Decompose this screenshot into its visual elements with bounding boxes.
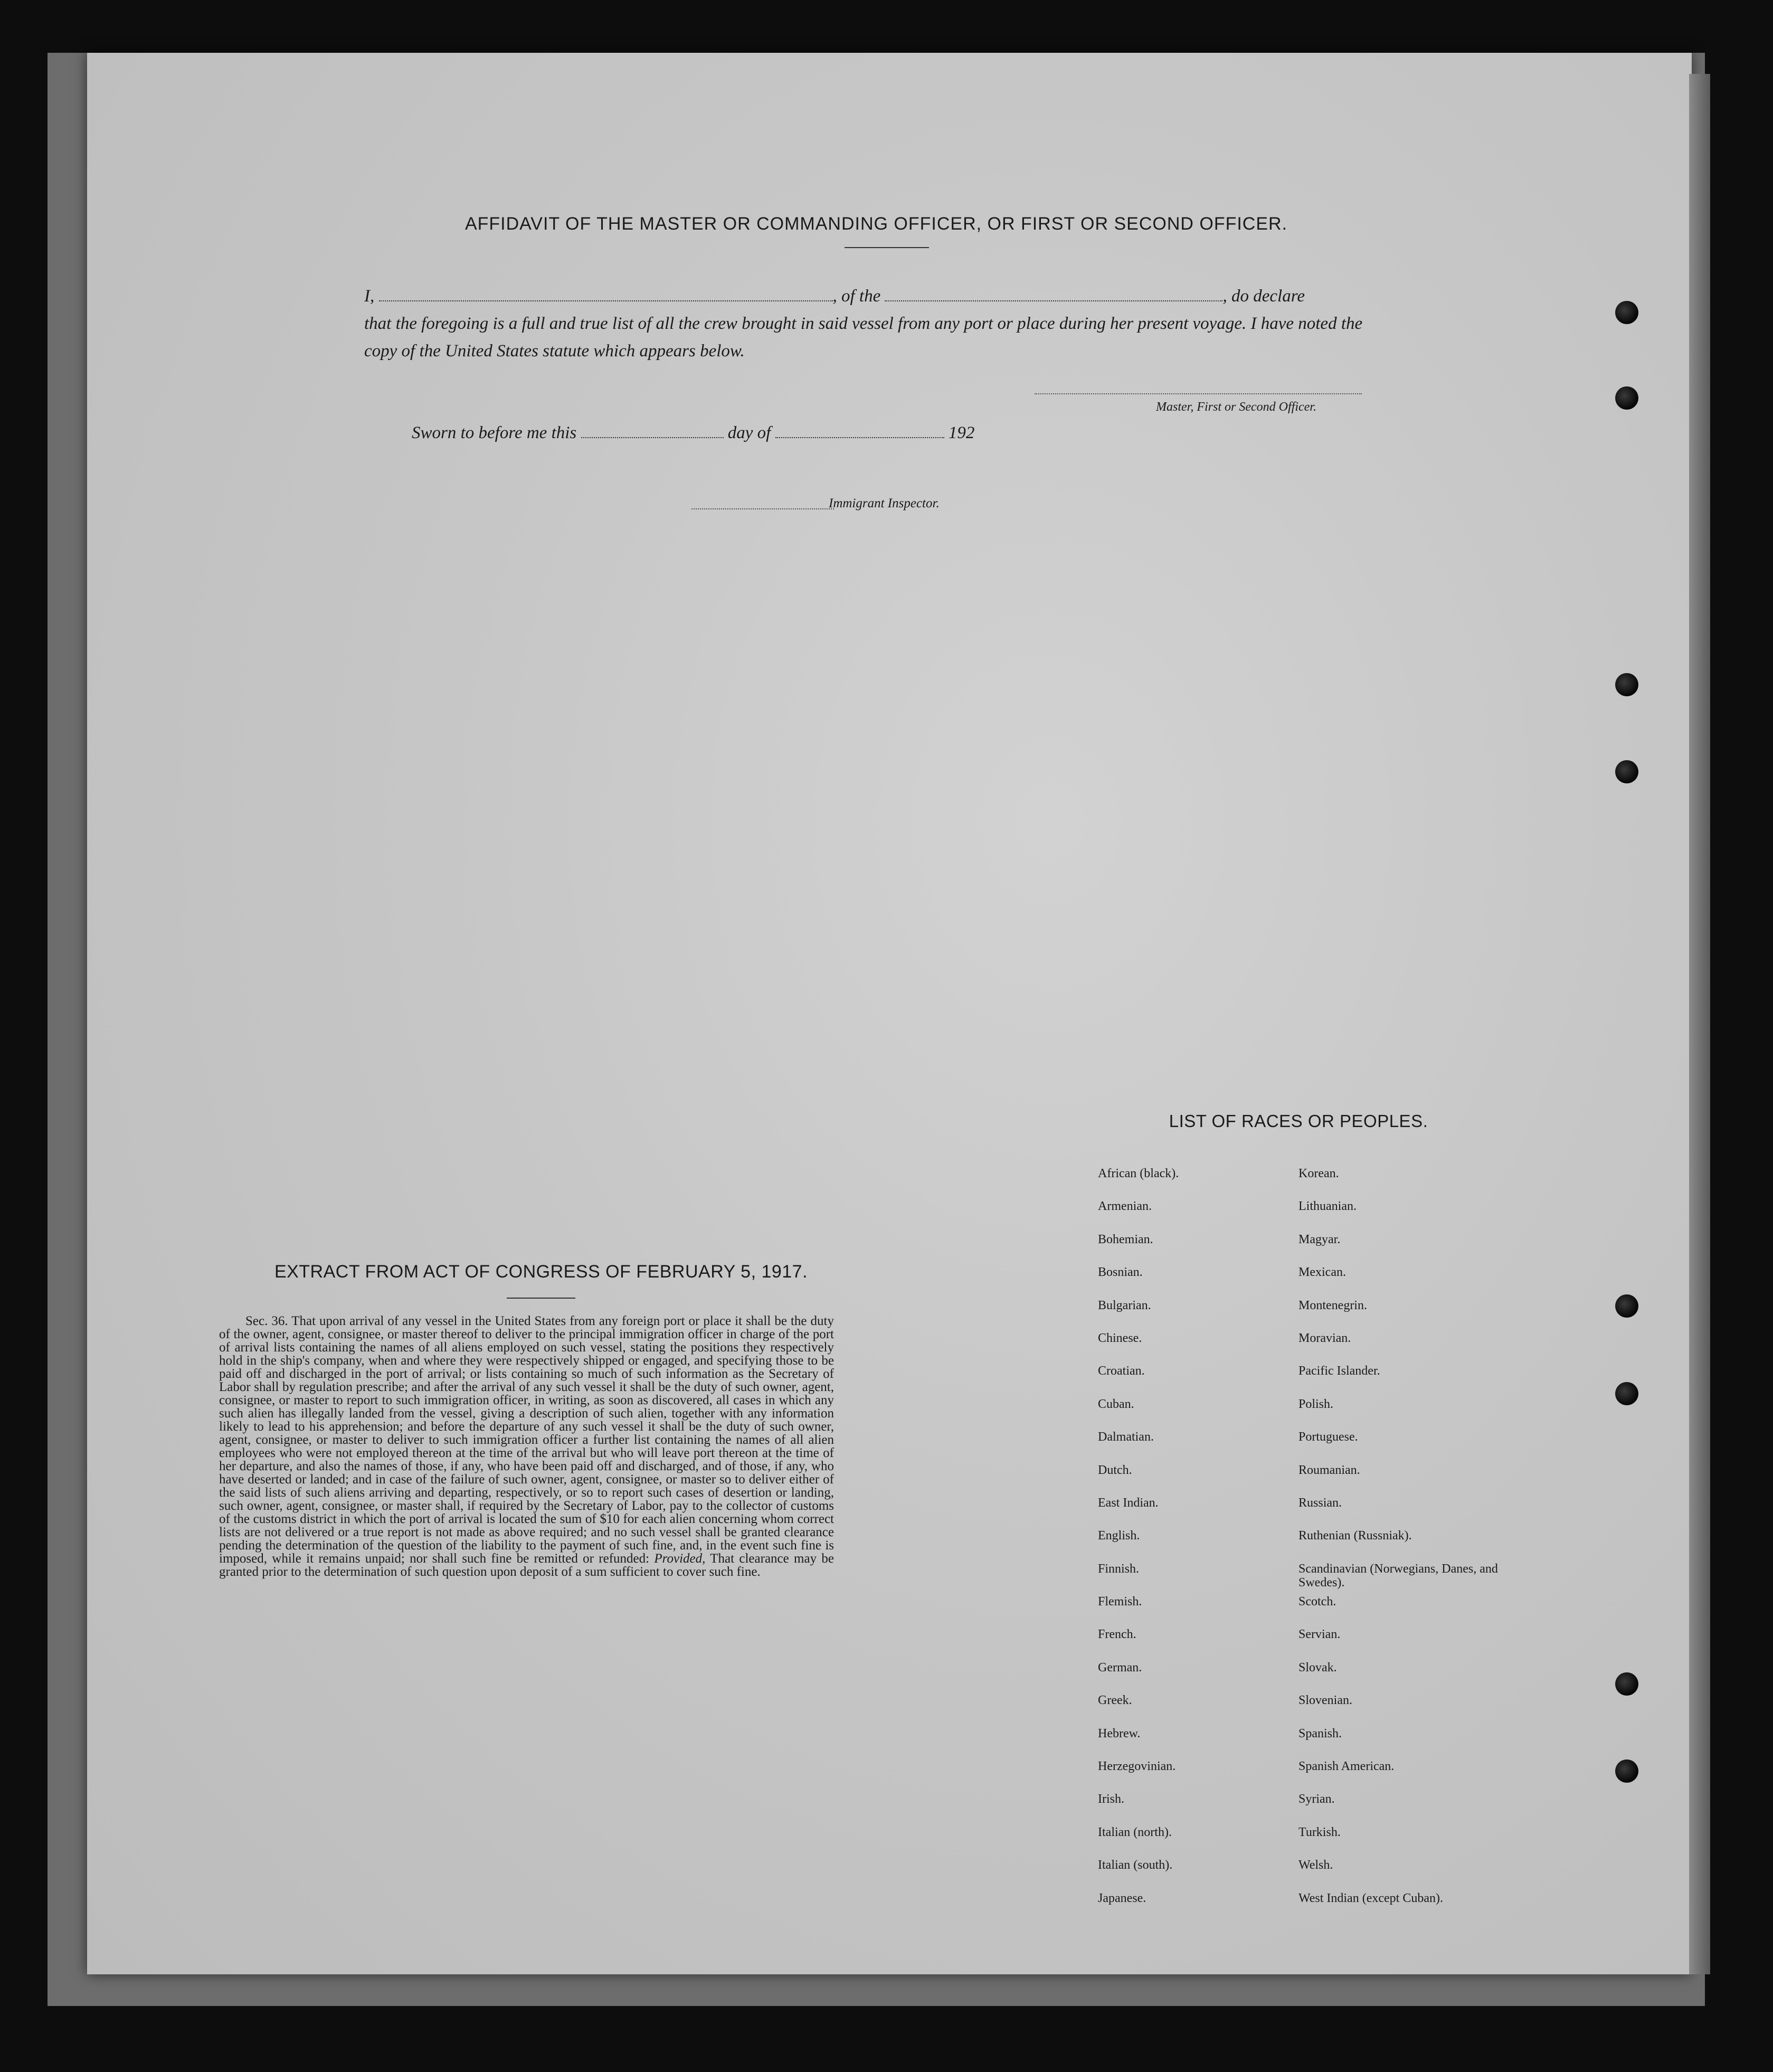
race-item: Italian (south). [1098, 1858, 1173, 1872]
race-item: Chinese. [1098, 1331, 1142, 1345]
race-item: Montenegrin. [1298, 1298, 1367, 1312]
declarant-name-field[interactable] [379, 286, 833, 301]
declarant-prefix: I, [364, 287, 375, 306]
race-item: Ruthenian (Russniak). [1298, 1529, 1412, 1543]
punch-hole [1615, 760, 1638, 783]
race-item: Moravian. [1298, 1331, 1351, 1345]
provided-clause: That clearance may be granted prior to the determination of such question upon deposit of a sum sufficient to cover such fine. [219, 1551, 834, 1579]
race-item: Italian (north). [1098, 1825, 1172, 1839]
day-of-label: day of [727, 423, 771, 442]
punch-hole [1615, 1672, 1638, 1696]
race-item: Magyar. [1298, 1232, 1341, 1246]
race-item: Spanish American. [1298, 1759, 1395, 1774]
race-item: Lithuanian. [1298, 1199, 1357, 1214]
race-item: Bulgarian. [1098, 1298, 1151, 1312]
race-item: Irish. [1098, 1792, 1124, 1806]
race-item: Flemish. [1098, 1595, 1142, 1609]
section-body: That upon arrival of any vessel in the United States from any foreign port or place it shall be the duty of the owner, agent, consignee, or master thereof to deliver to the principal immigration officer in charge of the port of arrival lists containing the names of all aliens employed on such vessel, stating the positions they respectively hold in the ship's company, when and where they were respectively shipped or engaged, and specifying those to be paid off and discharged in the port of arrival; or lists containing so much of such information as the Secretary of Labor shall by regulation prescribe; and after the arrival of any such vessel it shall be the duty of such owner, agent, consignee, or master to report to such immigration officer, in writing, as soon as discovered, all cases in which any such alien has illegally landed from the vessel, giving a description of such alien, together with any information likely to lead to his apprehension; and before the departure of any such vessel it shall be the duty of such owner, agent, consignee, or master to deliver to such immigration officer a further list containing the names of all alien employees who were not employed thereon at the time of the arrival but who will leave port thereon at the time of her departure, and also the names of those, if any, who have been paid off and discharged, and of those, if any, who have deserted or landed; and in case of the failure of such owner, agent, consignee, or master so to deliver either of the said lists of such aliens arriving and departing, respectively, or so to report such cases of desertion or landing, such owner, agent, consignee, or master shall, if required by the Secretary of Labor, pay to the collector of customs of the customs district in which the port of arrival is located the sum of $10 for each alien concerning whom correct lists are not delivered or a true report is not made as above required; and no such vessel shall be granted clearance pending the determination of the question of the liability to the payment of such fine, and, in the event such fine is imposed, while it remains unpaid; nor shall such fine be remitted or refunded: [219, 1314, 834, 1566]
year-prefix: 192 [948, 423, 975, 442]
race-item: Armenian. [1098, 1199, 1152, 1214]
race-item: Cuban. [1098, 1397, 1134, 1411]
inspector-label: Immigrant Inspector. [829, 496, 940, 510]
inspector-signature-field[interactable] [691, 508, 834, 509]
sworn-text: Sworn to before me this [412, 423, 577, 442]
race-item: Bosnian. [1098, 1265, 1143, 1280]
race-item: Croatian. [1098, 1364, 1145, 1378]
race-item: Slovak. [1298, 1660, 1337, 1674]
race-item: Herzegovinian. [1098, 1759, 1176, 1774]
declaration-line [364, 282, 1383, 310]
declaration-text: that the foregoing is a full and true list of all the crew brought in said vessel from any port or place during her present voyage. I have noted the copy of the United States statute which appears below. [364, 314, 1363, 361]
sworn-day-field[interactable] [581, 422, 724, 438]
race-item: Polish. [1298, 1397, 1334, 1411]
race-item: Roumanian. [1298, 1463, 1360, 1477]
race-item: Japanese. [1098, 1891, 1146, 1905]
section-number: Sec. 36. [245, 1314, 288, 1328]
race-item: English. [1098, 1529, 1140, 1543]
race-item: Syrian. [1298, 1792, 1335, 1806]
page-edge [1689, 74, 1710, 1974]
extract-title: EXTRACT FROM ACT OF CONGRESS OF FEBRUARY 5, 1917. [274, 1262, 808, 1282]
race-item: African (black). [1098, 1167, 1179, 1180]
races-list-right [1298, 1167, 1520, 1924]
races-list-left [1098, 1167, 1277, 1924]
punch-hole [1615, 673, 1638, 696]
punch-hole [1615, 301, 1638, 324]
declare-suffix: , do declare [1222, 287, 1305, 306]
punch-hole [1615, 1759, 1638, 1783]
punch-hole [1615, 386, 1638, 410]
sworn-line [412, 422, 974, 443]
race-item: Portuguese. [1298, 1430, 1358, 1444]
sworn-month-field[interactable] [775, 422, 944, 438]
signature-label: Master, First or Second Officer. [1156, 400, 1316, 414]
race-item: Greek. [1098, 1693, 1132, 1708]
provided-word: Provided, [654, 1551, 706, 1566]
race-item: Dutch. [1098, 1463, 1132, 1477]
extract-rule [507, 1298, 575, 1299]
race-item: Turkish. [1298, 1825, 1341, 1839]
extract-text [219, 1314, 834, 1578]
race-item: Mexican. [1298, 1265, 1346, 1280]
punch-hole [1615, 1294, 1638, 1318]
race-item: French. [1098, 1628, 1136, 1642]
race-item: Pacific Islander. [1298, 1364, 1380, 1378]
punch-hole [1615, 1382, 1638, 1405]
race-item: East Indian. [1098, 1496, 1159, 1510]
affidavit-body [364, 282, 1383, 365]
race-item: Bohemian. [1098, 1232, 1153, 1246]
race-item: Dalmatian. [1098, 1430, 1154, 1444]
signature-field[interactable] [1035, 393, 1362, 394]
race-item: German. [1098, 1660, 1142, 1674]
race-item: Scandinavian (Norwegians, Danes, and Swedes). [1298, 1562, 1498, 1590]
race-item: West Indian (except Cuban). [1298, 1891, 1443, 1905]
vessel-name-field[interactable] [885, 286, 1222, 301]
race-item: Hebrew. [1098, 1726, 1141, 1740]
affidavit-title: AFFIDAVIT OF THE MASTER OR COMMANDING OFFICER, OR FIRST OR SECOND OFFICER. [464, 214, 1288, 234]
race-item: Russian. [1298, 1496, 1342, 1510]
race-item: Finnish. [1098, 1562, 1140, 1576]
races-title: LIST OF RACES OR PEOPLES. [1169, 1111, 1428, 1131]
race-item: Servian. [1298, 1628, 1341, 1642]
race-item: Scotch. [1298, 1595, 1336, 1609]
vessel-prefix: , of the [832, 287, 881, 306]
title-rule [845, 247, 929, 248]
race-item: Welsh. [1298, 1858, 1333, 1872]
race-item: Korean. [1298, 1167, 1339, 1180]
race-item: Slovenian. [1298, 1693, 1352, 1708]
race-item: Spanish. [1298, 1726, 1342, 1740]
